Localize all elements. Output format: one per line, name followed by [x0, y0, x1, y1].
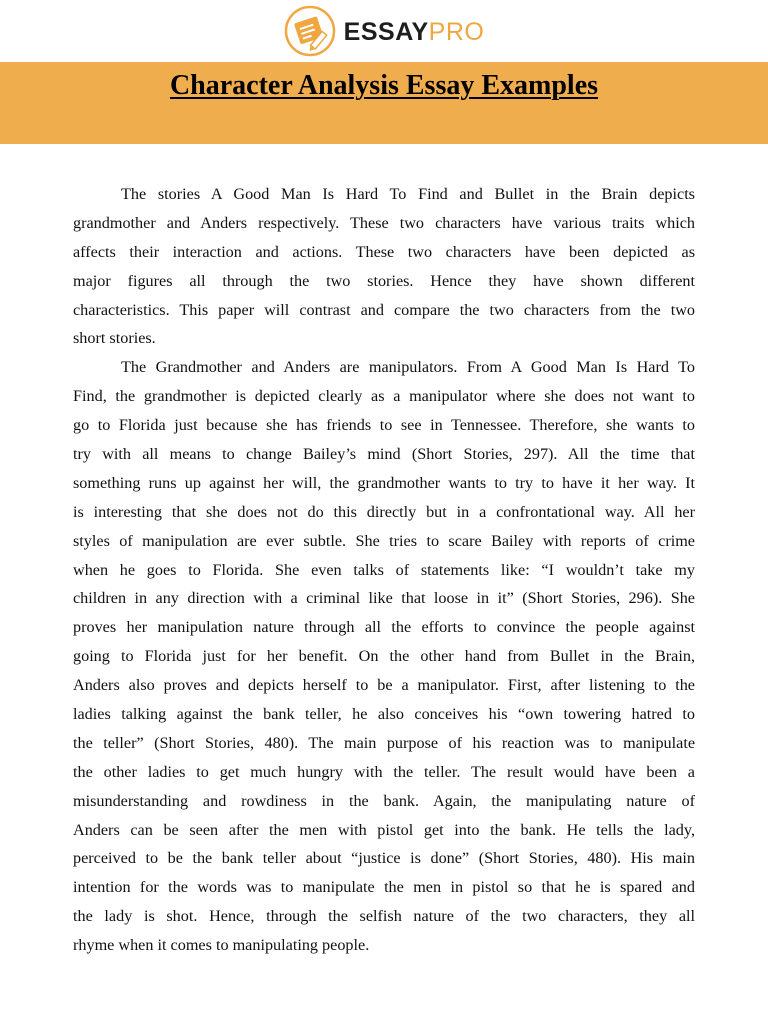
notepad-pencil-icon	[284, 5, 336, 57]
page-title: Character Analysis Essay Examples	[169, 70, 599, 101]
paragraph-line: the other ladies to get much hungry with the teller. The result would have been a	[73, 762, 695, 781]
paragraph-line: The stories A Good Man Is Hard To Find and Bullet in the Brain depicts	[121, 185, 695, 203]
paragraph-line: is interesting that she does not do this directly but in a confrontational way. All her	[73, 502, 695, 521]
brand-name-essay: ESSAY	[343, 17, 429, 46]
paragraph-line: something runs up against her will, the grandmother wants to try to have it her way. It	[73, 473, 695, 492]
paragraph-line: perceived to be the bank teller about “justice is done” (Short Stories, 480). His main	[73, 849, 695, 868]
paragraph-line: Find, the grandmother is depicted clearly as a manipulator where she does not want to	[73, 387, 695, 406]
paragraph-line: children in any direction with a criminal like that loose in it” (Short Stories, 296). She	[73, 589, 695, 608]
paragraph-line: grandmother and Anders respectively. These two characters have various traits which	[73, 213, 695, 232]
paragraph-line: go to Florida just because she has friends to see in Tennessee. Therefore, she wants to	[73, 416, 695, 435]
paragraph-line: intention for the words was to manipulate the men in pistol so that he is spared and	[73, 878, 695, 897]
essay-paragraph	[73, 180, 695, 353]
paragraph-line: The Grandmother and Anders are manipulators. From A Good Man Is Hard To	[121, 358, 695, 377]
paragraph-line: going to Florida just for her benefit. On the other hand from Bullet in the Brain,	[73, 647, 695, 666]
paragraph-line: short stories.	[73, 329, 156, 348]
essay-paragraph	[73, 353, 695, 960]
paragraph-line: try with all means to change Bailey’s mind (Short Stories, 297). All the time that	[73, 445, 695, 464]
paragraph-line: Anders also proves and depicts herself to be a manipulator. First, after listening to the	[73, 676, 695, 695]
paragraph-line: when he goes to Florida. She even talks of statements like: “I wouldn’t take my	[73, 560, 695, 579]
brand-wordmark	[343, 17, 485, 46]
essay-body	[73, 180, 695, 960]
brand-header	[0, 0, 768, 62]
paragraph-line: the lady is shot. Hence, through the selfish nature of the two characters, they all	[73, 907, 695, 926]
paragraph-line: rhyme when it comes to manipulating people.	[73, 936, 370, 955]
paragraph-line: the teller” (Short Stories, 480). The main purpose of his reaction was to manipulate	[73, 733, 695, 752]
paragraph-line: misunderstanding and rowdiness in the bank. Again, the manipulating nature of	[73, 791, 695, 810]
paragraph-line: Anders can be seen after the men with pistol get into the bank. He tells the lady,	[73, 820, 695, 839]
paragraph-line: ladies talking against the bank teller, he also conceives his “own towering hatred to	[73, 705, 695, 724]
paragraph-line: proves her manipulation nature through all the efforts to convince the people against	[73, 618, 695, 637]
paragraph-line: major figures all through the two stories. Hence they have shown different	[73, 271, 695, 290]
brand-name-pro: PRO	[428, 17, 485, 46]
paragraph-line: styles of manipulation are ever subtle. She tries to scare Bailey with reports of crime	[73, 531, 695, 550]
paragraph-line: affects their interaction and actions. These two characters have been depicted as	[73, 242, 695, 261]
paragraph-line: characteristics. This paper will contrast and compare the two characters from the two	[73, 300, 695, 319]
